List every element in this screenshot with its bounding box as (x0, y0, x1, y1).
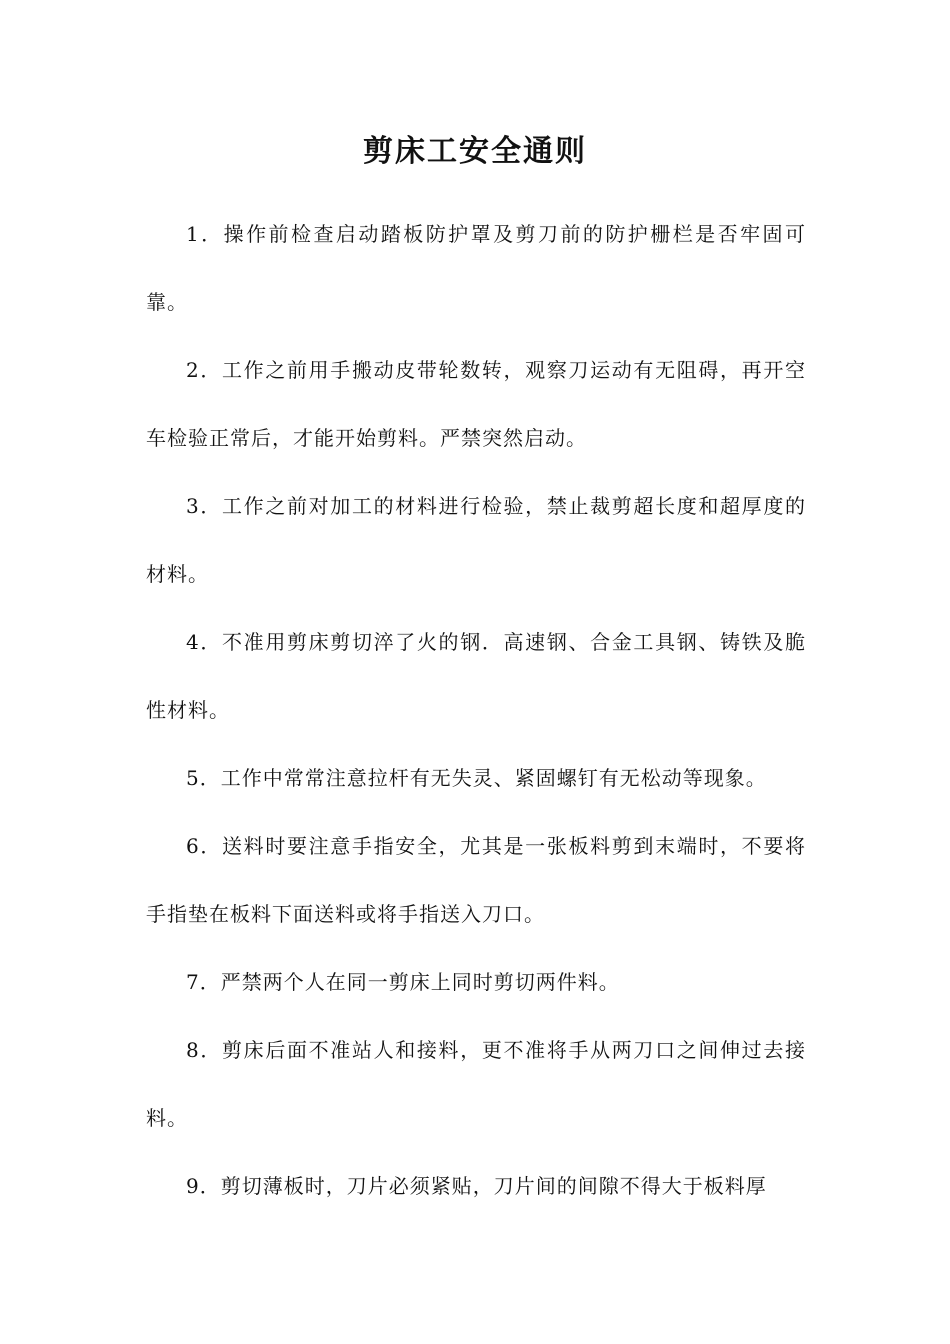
document-title: 剪床工安全通则 (363, 134, 587, 169)
document-body (146, 200, 806, 1220)
rule-paragraph-8: 8．剪床后面不准站人和接料，更不准将手从两刀口之间伸过去接料。 (146, 1038, 806, 1130)
rule-paragraph-2: 2．工作之前用手搬动皮带轮数转，观察刀运动有无阻碍，再开空车检验正常后，才能开始剪料。严禁突然启动。 (146, 358, 806, 450)
rule-paragraph-6: 6．送料时要注意手指安全，尤其是一张板料剪到末端时，不要将手指垫在板料下面送料或将手指送入刀口。 (146, 834, 806, 926)
rule-paragraph-4: 4．不准用剪床剪切淬了火的钢．高速钢、合金工具钢、铸铁及脆性材料。 (146, 630, 806, 722)
rule-paragraph-7: 7．严禁两个人在同一剪床上同时剪切两件料。 (186, 970, 620, 994)
rule-paragraph-3: 3．工作之前对加工的材料进行检验，禁止裁剪超长度和超厚度的材料。 (146, 494, 806, 586)
rule-paragraph-1: 1．操作前检查启动踏板防护罩及剪刀前的防护栅栏是否牢固可靠。 (146, 222, 806, 314)
rule-paragraph-9: 9．剪切薄板时，刀片必须紧贴，刀片间的间隙不得大于板料厚 (186, 1174, 767, 1198)
rule-paragraph-5: 5．工作中常常注意拉杆有无失灵、紧固螺钉有无松动等现象。 (186, 766, 767, 790)
